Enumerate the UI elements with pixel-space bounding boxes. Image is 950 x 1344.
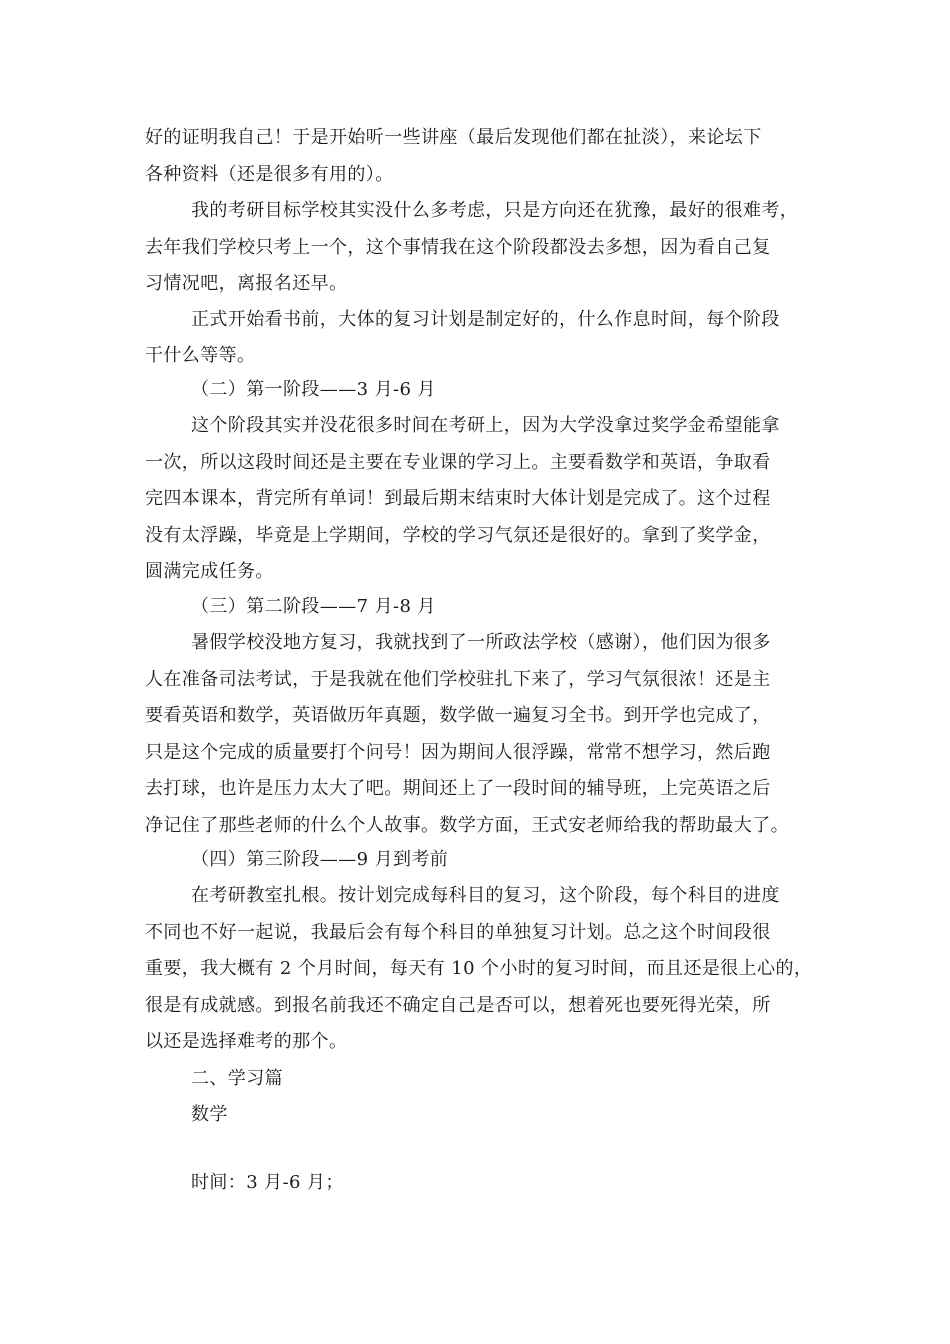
paragraph-line: 去年我们学校只考上一个，这个事情我在这个阶段都没去多想，因为看自己复 xyxy=(145,237,771,258)
paragraph-line: 净记住了那些老师的什么个人故事。数学方面，王式安老师给我的帮助最大了。 xyxy=(145,815,789,836)
paragraph-line: 重要，我大概有 2 个月时间，每天有 10 个小时的复习时间，而且还是很上心的， xyxy=(145,958,813,979)
section-heading: 二、学习篇 xyxy=(191,1068,283,1089)
paragraph-line: 以还是选择难考的那个。 xyxy=(145,1031,348,1052)
paragraph-line: 完四本课本，背完所有单词！到最后期末结束时大体计划是完成了。这个过程 xyxy=(145,488,771,509)
paragraph-line: 干什么等等。 xyxy=(145,345,256,366)
section-heading: （四）第三阶段——9 月到考前 xyxy=(191,849,449,870)
paragraph-line: 正式开始看书前，大体的复习计划是制定好的，什么作息时间，每个阶段 xyxy=(191,309,780,330)
paragraph-line: 各种资料（还是很多有用的）。 xyxy=(145,164,394,185)
paragraph-line: 不同也不好一起说，我最后会有每个科目的单独复习计划。总之这个时间段很 xyxy=(145,922,771,943)
paragraph-line: 时间：3 月-6 月； xyxy=(191,1172,344,1193)
paragraph-line: 在考研教室扎根。按计划完成每科目的复习，这个阶段，每个科目的进度 xyxy=(191,885,780,906)
paragraph-line: 只是这个完成的质量要打个问号！因为期间人很浮躁，常常不想学习，然后跑 xyxy=(145,742,771,763)
paragraph-line: 圆满完成任务。 xyxy=(145,561,274,582)
paragraph-line: 很是有成就感。到报名前我还不确定自己是否可以，想着死也要死得光荣，所 xyxy=(145,995,771,1016)
paragraph-line: 要看英语和数学，英语做历年真题，数学做一遍复习全书。到开学也完成了， xyxy=(145,705,771,726)
paragraph-line: 一次，所以这段时间还是主要在专业课的学习上。主要看数学和英语，争取看 xyxy=(145,452,771,473)
paragraph-line: 好的证明我自己！于是开始听一些讲座（最后发现他们都在扯淡），来论坛下 xyxy=(145,127,762,148)
paragraph-line: 没有太浮躁，毕竟是上学期间，学校的学习气氛还是很好的。拿到了奖学金， xyxy=(145,525,771,546)
section-heading: （三）第二阶段——7 月-8 月 xyxy=(191,596,436,617)
subsection-heading: 数学 xyxy=(191,1104,228,1125)
paragraph-line: 暑假学校没地方复习，我就找到了一所政法学校（感谢），他们因为很多 xyxy=(191,632,771,653)
paragraph-line: 我的考研目标学校其实没什么多考虑，只是方向还在犹豫，最好的很难考， xyxy=(191,200,799,221)
paragraph-line: 去打球，也许是压力太大了吧。期间还上了一段时间的辅导班，上完英语之后 xyxy=(145,778,771,799)
paragraph-line: 习情况吧，离报名还早。 xyxy=(145,273,348,294)
paragraph-line: 这个阶段其实并没花很多时间在考研上，因为大学没拿过奖学金希望能拿 xyxy=(191,415,780,436)
paragraph-line: 人在准备司法考试，于是我就在他们学校驻扎下来了，学习气氛很浓！还是主 xyxy=(145,669,771,690)
section-heading: （二）第一阶段——3 月-6 月 xyxy=(191,379,436,400)
